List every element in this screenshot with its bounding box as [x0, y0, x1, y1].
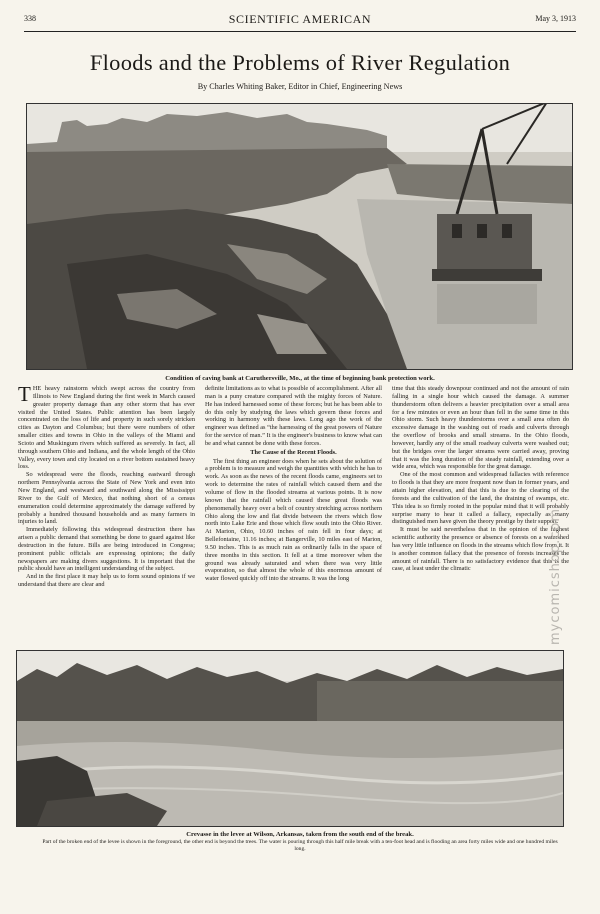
paragraph: Immediately following this widespread destruction there has arisen a public demand that something be done to guard against like destruction in the future. Bills are being introduced in Congress; prominent public officials are expressing opinions; the daily newspapers are making divers suggestions. It is important that the public should have an intelligent understanding of the subject.	[18, 526, 195, 573]
text-column-3	[392, 385, 569, 647]
issue-date: May 3, 1913	[535, 14, 576, 23]
article-title: Floods and the Problems of River Regulation	[89, 50, 511, 75]
paragraph: time that this steady downpour continued and not the amount of rain falling in a single hour which caused the damage. A summer thunderstorm often delivers a heavier precipitation over a small area for a few minutes or even an hour than fell in the same time in this Ohio storm. Such heavy thunderstorms over a small area often do excessive damage in the washing out of roads and culverts through the overflow of brooks and small streams. In the Ohio floods, however, hardly any of the small roadway culverts were washed out; but the bridges over the larger streams were carried away, proving that it was the long duration of the steady rainfall, extending over a wide area, which was responsible for the great damage.	[392, 385, 569, 471]
article-byline: By Charles Whiting Baker, Editor in Chief, Engineering News	[197, 82, 403, 91]
paragraph: The first thing an engineer does when he sets about the solution of a problem is to measure and weigh the quantities with which he has to work. As soon as the news of the recent floods came, engineers set to work to determine the rates of rainfall which caused them and the volume of flow in the flooded streams at various points. It is now known that the rainfall which caused these great floods was phenomenally heavy over a belt of country stretching across northern Ohio along the low and flat divide between the rivers which flow north into Lake Erie and those which flow south into the Ohio River. At Marion, Ohio, 10.60 inches of rain fell in four days; at Bellefontaine, 11.16 inches; at Bangerville, 10 miles east of Marion, 9.50 inches. This is as much rain as ordinarily falls in the space of three months in this section. It fell at a time moreover when the ground was already saturated and when there was very little evaporation, so that almost the whole of this enormous amount of water flowed quickly off into the streams. It was the long	[205, 457, 382, 583]
page-number: 338	[24, 14, 36, 23]
paragraph: THE heavy rainstorm which swept across the country from Illinois to New England during the first week in March caused greater property damage than any other storm that has ever visited the United States. Public attention has been largely concentrated on the loss of life and property in such sorely stricken cities as Dayton and Columbus; but there were numbers of other smaller cities and towns in Ohio in the valleys of the Miami and Scioto and Muskingum rivers which suffered as severely. In fact, all through southern Ohio and Indiana, and the whole length of the Ohio Valley, every town and city located on a river bottom sustained heavy loss.	[18, 385, 195, 471]
masthead: SCIENTIFIC AMERICAN	[228, 12, 372, 26]
photo-levee-crevasse	[16, 650, 564, 827]
paragraph: And in the first place it may help us to form sound opinions if we understand that there are clear and	[18, 573, 195, 589]
header-rule	[24, 31, 576, 32]
text-column-2	[205, 385, 382, 647]
caving-bank-illustration	[27, 104, 572, 369]
page-header	[24, 14, 576, 28]
top-photo-caption: Condition of caving bank at Caruthersville, Mo., at the time of beginning bank protection work.	[165, 375, 435, 382]
paragraph: So widespread were the floods, reaching eastward through northern Pennsylvania across the State of New York and even into New England, and westward and southward along the Mississippi River to the Gulf of Mexico, that nothing short of a census enumeration could determine approximately the damage suffered by probably a hundred thousand households and as many farmers in injuries to land.	[18, 471, 195, 526]
paragraph: One of the most common and widespread fallacies with reference to floods is that they are more frequent now than in former years, and attain higher elevation, and that this is due to the clearing of the forests and the cultivation of the land, the draining of swamps, etc. This idea is so firmly rooted in the popular mind that it will probably surprise many to hear it called a fallacy, especially as many distinguished men have given the theory prestige by their support.	[392, 471, 569, 526]
drop-cap: T	[18, 385, 31, 406]
paragraph: It must be said nevertheless that in the opinion of the highest scientific authority the presence or absence of forests on a watershed has very little influence on floods in the streams which flow from it. It is another common fallacy that the presence of forests increases the amount of rainfall. There is no satisfactory evidence that this is the case, at least under the climatic	[392, 526, 569, 573]
section-subheading: The Cause of the Recent Floods.	[250, 448, 337, 456]
bottom-photo-caption: Crevasse in the levee at Wilson, Arkansas, taken from the south end of the break.	[186, 831, 414, 838]
paragraph: definite limitations as to what is possible of accomplishment. After all man is a puny creature compared with the mighty forces of Nature. He has indeed harnessed some of these forces; but he has been able to do this only by studying the laws which govern these forces and working in harmony with these laws. Long ago the work of the engineer was defined as “the harnessing of the great powers of Nature for the service of man.” It is the engineer's business to know what can be and what cannot be done with these forces.	[205, 385, 382, 447]
watermark: mycomicshop.com	[548, 508, 563, 645]
bottom-photo-caption-detail: Part of the broken end of the levee is shown in the foreground, the other end is beyond the trees. The water is pouring through this half mile break with a ten-foot head and is flooding an area forty miles wide and one hundred miles long.	[42, 839, 558, 852]
levee-crevasse-illustration	[17, 651, 563, 826]
photo-caving-bank	[26, 103, 573, 370]
text-column-1	[18, 385, 195, 647]
